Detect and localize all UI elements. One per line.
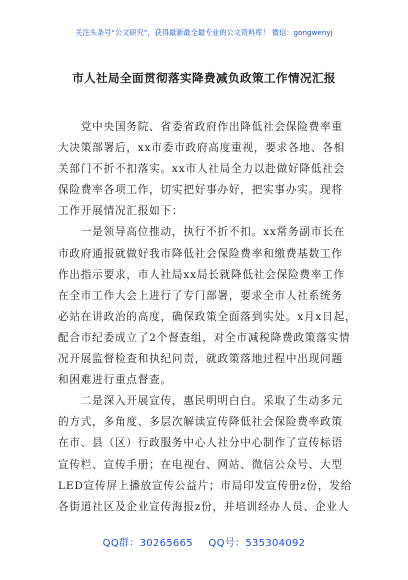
document-body [58,117,358,518]
body-line: 各街道社区及企业宣传海报z份，并培训经办人员、企业人 [58,500,350,513]
page-footer [0,534,408,549]
body-line: 保险费率各项工作，切实把好事办好，把实事办实。现将 [58,184,343,197]
body-line: 必站在讲政治的高度，确保政策全面落到实处。x月x日起， [58,310,357,323]
page-header-banner: 关注头条号“公文研究”，获得最新最全最专业的公文资料库！ 微信：gongwenyj [75,28,333,37]
body-line: 党中央国务院、省委省政府作出降低社会保险费率重 [58,121,343,133]
body-line: 二是深入开展宣传，惠民明明白白。采取了生动多元 [58,395,343,408]
body-line: 况开展监督检查和执纪问责，就政策落地过程中出现问题 [58,353,343,366]
body-line: 市政府通报就做好我市降低社会保险费率和缴费基数工作 [58,247,343,260]
body-line: 工作开展情况汇报如下： [58,205,184,218]
body-line: 在市、县（区）行政服务中心人社分中心制作了宣传标语 [58,437,343,450]
body-line: 的方式，多角度、多层次解读宣传降低社会保险费率政策 [58,416,343,429]
document-title: 市人社局全面贯彻落实降费减负政策工作情况汇报 [72,71,336,85]
qq-account-number: QQ号：535304092 [208,538,306,549]
body-line: 和困难进行重点督查。 [58,374,172,387]
body-line: 一是领导高位推动，执行不折不扣。xx常务副市长在 [58,226,345,239]
body-line: 宣传栏、宣传手册；在电视台、网站、微信公众号、大型 [58,458,343,471]
body-line: LED宣传屏上播放宣传公益片；市局印发宣传册z份，发给 [58,479,353,492]
body-line: 在全市工作大会上进行了专门部署，要求全市人社系统务 [58,289,343,302]
qq-group-number: QQ群：30265665 [102,538,193,549]
body-line: 配合市纪委成立了2个督查组，对全市减税降费政策落实情 [58,331,351,344]
body-line: 作出指示要求，市人社局xx局长就降低社会保险费率工作 [58,268,345,281]
body-line: 关部门不折不扣落实。xx市人社局全力以赴做好降低社会 [58,163,345,176]
body-line: 大决策部署后，xx市委市政府高度重视，要求各地、各相 [58,142,345,155]
